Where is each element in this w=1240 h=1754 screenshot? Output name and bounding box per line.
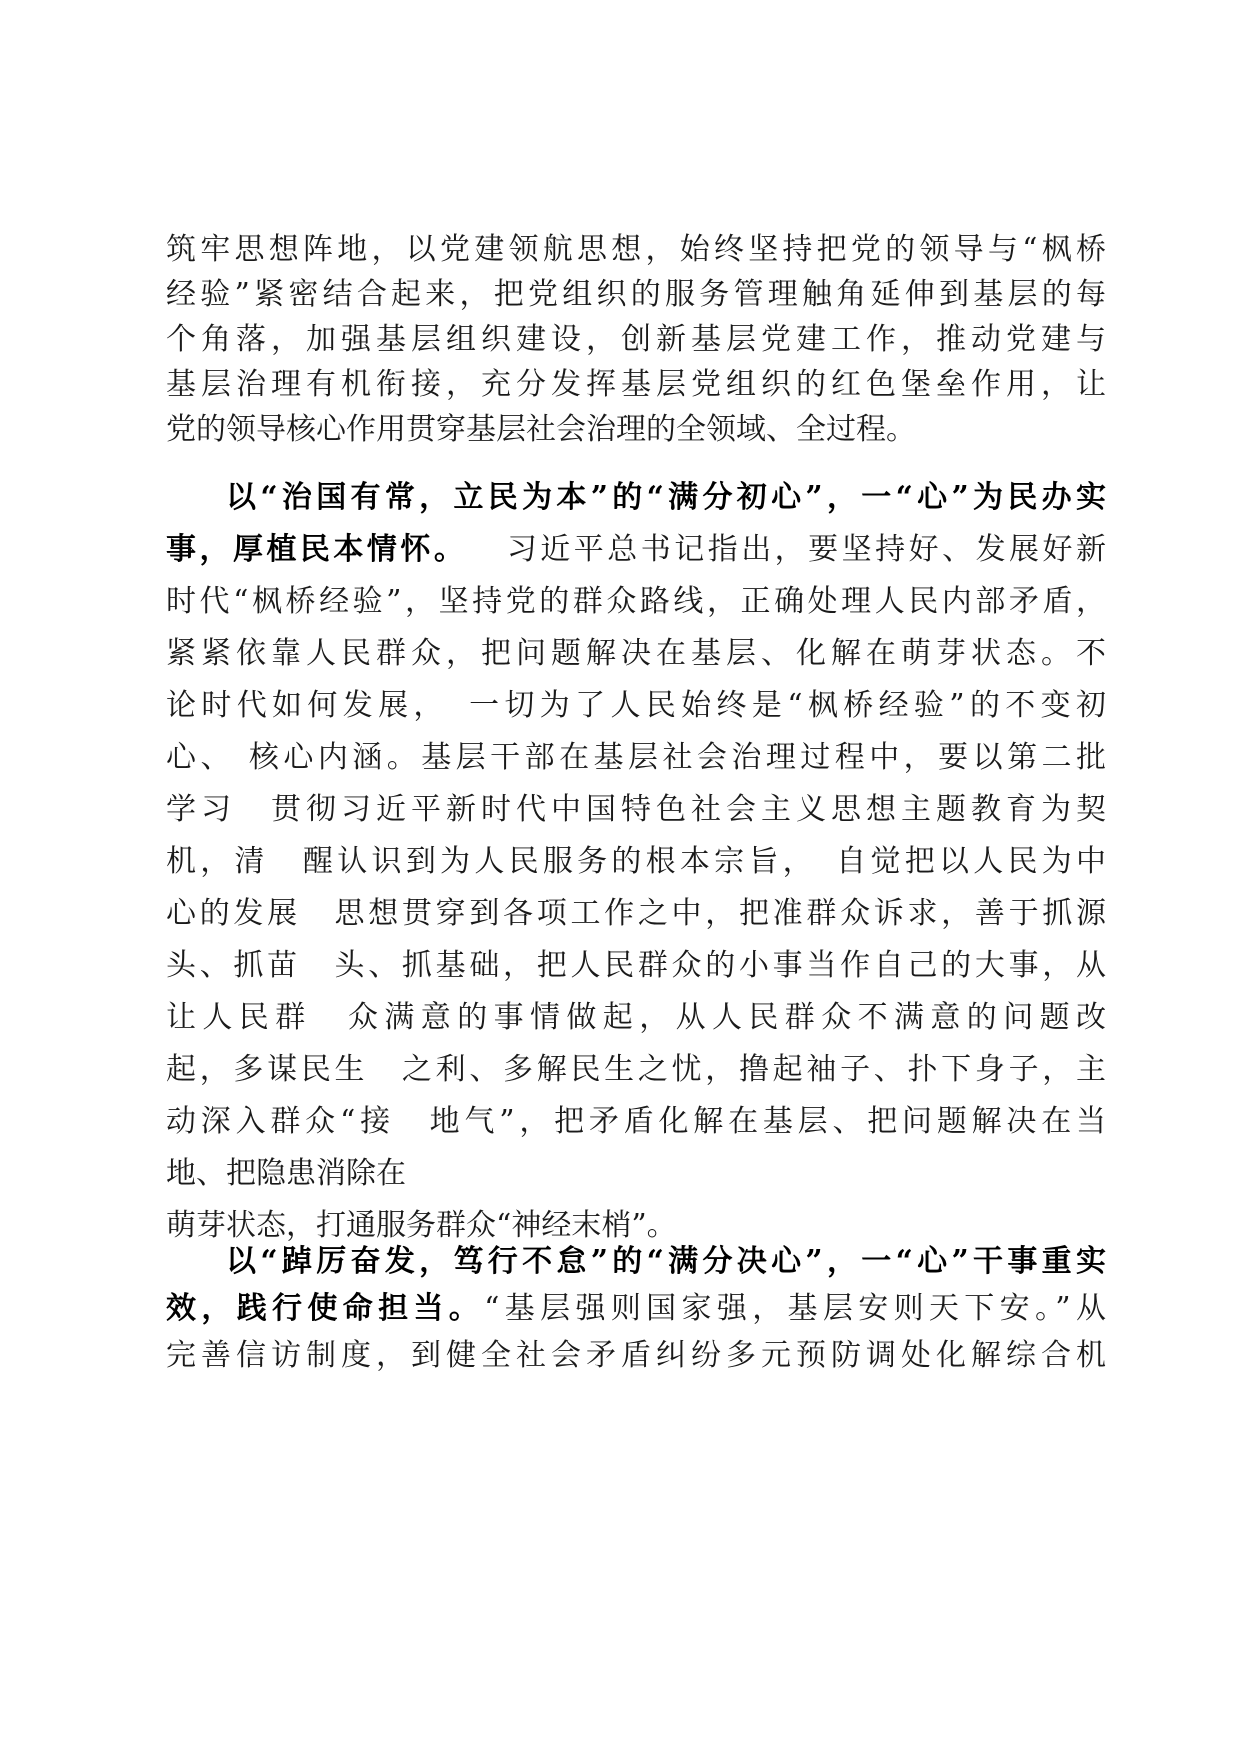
- paragraph-3: [166, 1244, 1106, 1373]
- text-line: 让人民群 众满意的事情做起，从人民群众不满意的问题改: [166, 1000, 1106, 1035]
- text-line: 心、 核心内涵。基层干部在基层社会治理过程中，要以第二批: [166, 740, 1106, 775]
- text-line: 紧紧依靠人民群众，把问题解决在基层、化解在萌芽状态。不: [166, 636, 1106, 671]
- text-line: 动深入群众“接 地气”，把矛盾化解在基层、把问题解决在当: [166, 1104, 1106, 1139]
- paragraph-1: [166, 232, 1106, 447]
- text-line: 心的发展 思想贯穿到各项工作之中，把准群众诉求，善于抓源: [166, 896, 1106, 931]
- text-line: 机，清 醒认识到为人民服务的根本宗旨， 自觉把以人民为中: [166, 844, 1106, 879]
- text-line: 学习 贯彻习近平新时代中国特色社会主义思想主题教育为契: [166, 792, 1106, 827]
- text-line: 个角落，加强基层组织建设，创新基层党建工作，推动党建与: [166, 322, 1106, 357]
- text-line: 时代“枫桥经验”，坚持党的群众路线，正确处理人民内部矛盾，: [166, 584, 1106, 619]
- paragraph-heading: 以“踔厉奋发，笃行不怠”的“满分决心”，一“心”干事重实: [226, 1244, 1106, 1279]
- text-line: 筑牢思想阵地，以党建领航思想，始终坚持把党的领导与“枫桥: [166, 232, 1106, 267]
- text-line: 党的领导核心作用贯穿基层社会治理的全领域、全过程。: [166, 412, 916, 447]
- text-line: 起，多谋民生 之利、多解民生之忧，撸起袖子、扑下身子，主: [166, 1052, 1106, 1087]
- text-line: 基层治理有机衔接，充分发挥基层党组织的红色堡垒作用，让: [166, 367, 1106, 402]
- text-line: [166, 1291, 1106, 1326]
- paragraph-heading-continuation: 效，践行使命担当。: [166, 1291, 485, 1326]
- text-line: 地、把隐患消除在: [166, 1156, 406, 1191]
- text-line: 经验”紧密结合起来，把党组织的服务管理触角延伸到基层的每: [166, 277, 1106, 312]
- body-text: 习近平总书记指出，要坚持好、发展好新: [503, 532, 1107, 567]
- text-line: 头、抓苗 头、抓基础，把人民群众的小事当作自己的大事，从: [166, 948, 1106, 983]
- text-line: 完善信访制度，到健全社会矛盾纠纷多元预防调处化解综合机: [166, 1338, 1106, 1373]
- text-line: 萌芽状态，打通服务群众“神经末梢”。: [166, 1208, 677, 1243]
- paragraph-heading-continuation: 事，厚植民本情怀。: [166, 532, 468, 567]
- paragraph-heading: 以“治国有常，立民为本”的“满分初心”，一“心”为民办实: [226, 480, 1106, 515]
- text-line: [166, 532, 1107, 567]
- body-text: “基层强则国家强，基层安则天下安。”从: [484, 1291, 1106, 1326]
- paragraph-2: [166, 480, 1107, 1243]
- text-line: 论时代如何发展， 一切为了人民始终是“枫桥经验”的不变初: [166, 688, 1106, 723]
